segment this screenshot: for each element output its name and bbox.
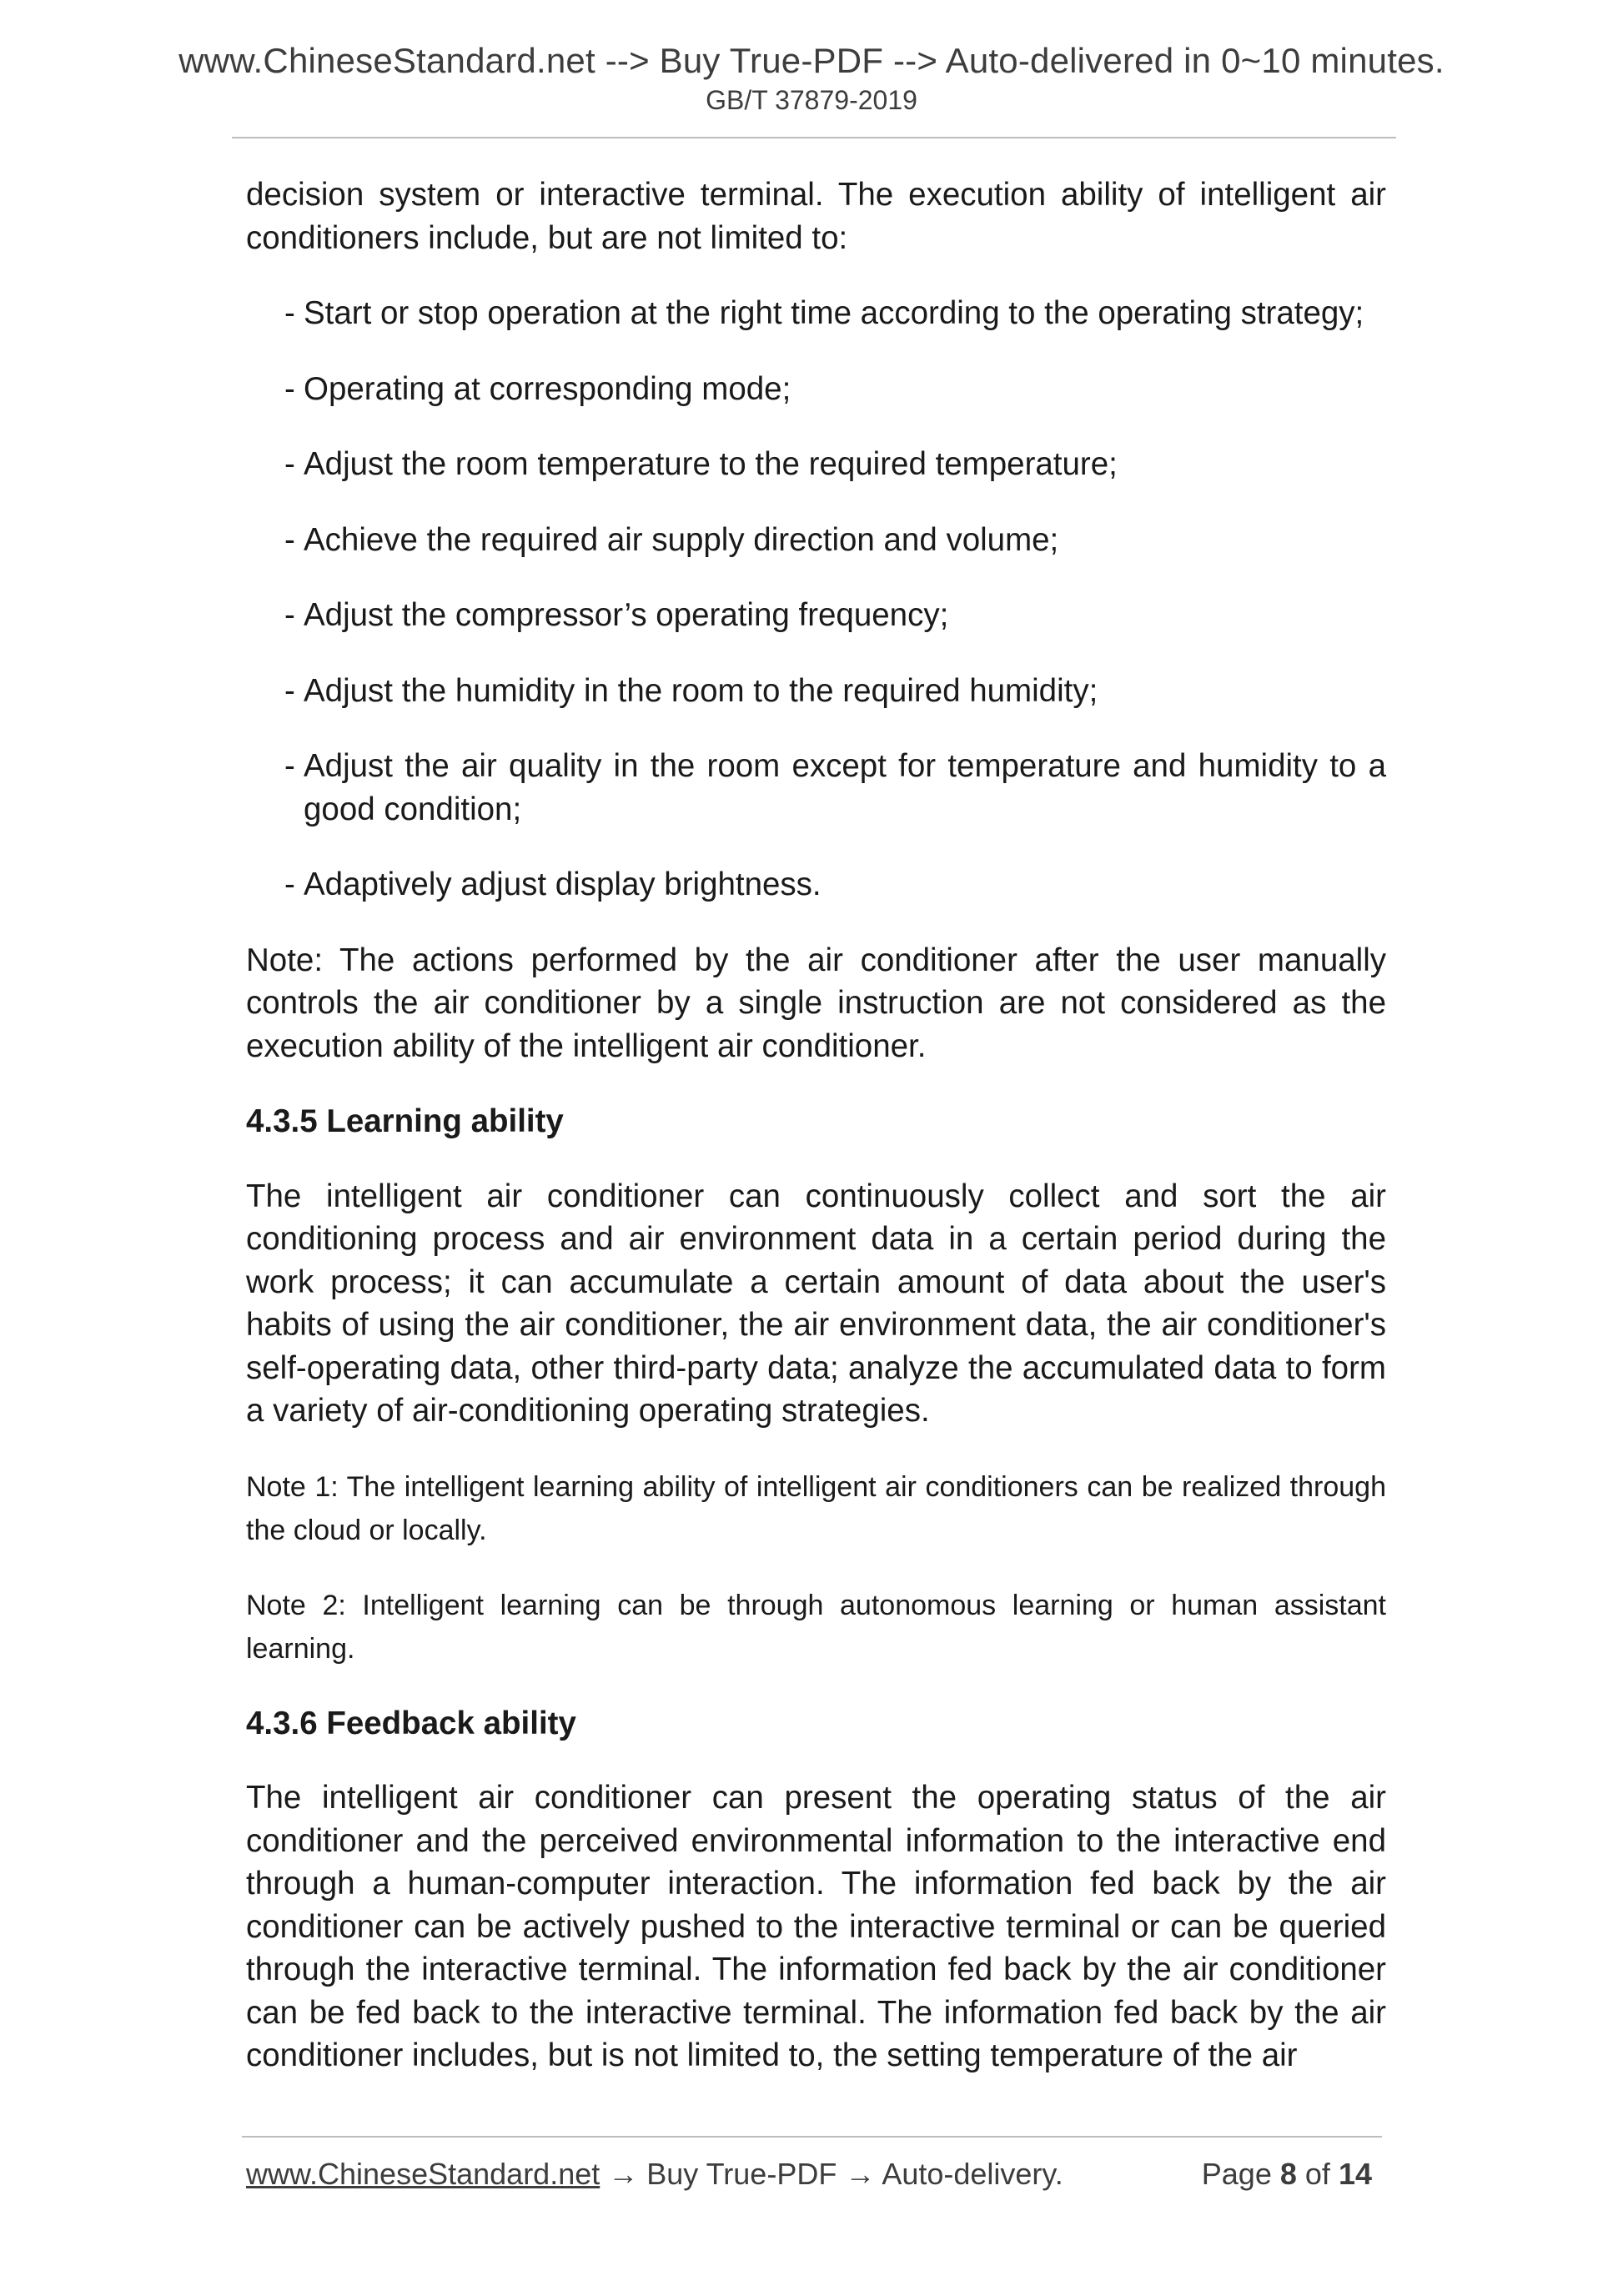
intro-paragraph: decision system or interactive terminal. The execution ability of intelligent air conditioners include, but are not limited to:	[246, 177, 1386, 256]
list-item: - Adjust the compressor’s operating frequency;	[284, 597, 949, 633]
current-page-number: 8	[1279, 2157, 1297, 2191]
footer-promo	[246, 2156, 1063, 2193]
section-heading-feedback-ability: 4.3.6 Feedback ability	[246, 1705, 576, 1741]
list-item: - Adaptively adjust display brightness.	[284, 867, 822, 902]
list-item: - Adjust the room temperature to the required temperature;	[284, 446, 1118, 482]
execution-ability-list	[246, 292, 1386, 907]
footer-delivery-text: → Buy True-PDF → Auto-delivery.	[600, 2157, 1063, 2191]
header-divider	[232, 137, 1396, 138]
feedback-ability-paragraph: The intelligent air conditioner can present the operating status of the air conditioner and the perceived environmental information to the interactive end through a human-computer interaction. The information fed back by the air conditioner can be actively pushed to the interactive terminal or can be queried through the interactive terminal. The information fed back by the air conditioner can be fed back to the interactive terminal. The information fed back by the air conditioner includes, but is not limited to, the setting temperature of the air	[246, 1780, 1386, 2073]
list-item: - Adjust the humidity in the room to the required humidity;	[284, 672, 1098, 709]
page-indicator: Page 8 of 14	[1201, 2157, 1372, 2191]
learning-note-2: Note 2: Intelligent learning can be through autonomous learning or human assistant learning.	[246, 1589, 1386, 1665]
list-item: - Start or stop operation at the right time according to the operating strategy;	[284, 295, 1364, 331]
learning-note-1: Note 1: The intelligent learning ability of intelligent air conditioners can be realized through the cloud or locally.	[246, 1470, 1386, 1546]
top-banner[interactable]: www.ChineseStandard.net --> Buy True-PDF --> Auto-delivered in 0~10 minutes.	[178, 41, 1445, 80]
page-content	[246, 173, 1386, 2077]
footer-divider	[242, 2136, 1382, 2138]
execution-note: Note: The actions performed by the air conditioner after the user manually controls the air conditioner by a single instruction are not considered as the execution ability of the intelligent air conditioner.	[246, 942, 1386, 1064]
total-pages-number: 14	[1338, 2157, 1372, 2191]
footer-site-link[interactable]: www.ChineseStandard.net	[246, 2157, 600, 2191]
learning-ability-paragraph: The intelligent air conditioner can continuously collect and sort the air conditioning process and air environment data in a certain period during the work process; it can accumulate a certain amount of data about the user's habits of using the air conditioner, the air environment data, the air conditioner's self-operating data, other third-party data; analyze the accumulated data to form a variety of air-conditioning operating strategies.	[246, 1178, 1386, 1429]
section-heading-learning-ability: 4.3.5 Learning ability	[246, 1103, 564, 1139]
standard-code: GB/T 37879-2019	[706, 85, 917, 115]
list-item: - Adjust the air quality in the room except for temperature and humidity to a good condition;	[284, 748, 1386, 827]
list-item: - Operating at corresponding mode;	[284, 370, 791, 407]
list-item: - Achieve the required air supply direction and volume;	[284, 521, 1059, 558]
